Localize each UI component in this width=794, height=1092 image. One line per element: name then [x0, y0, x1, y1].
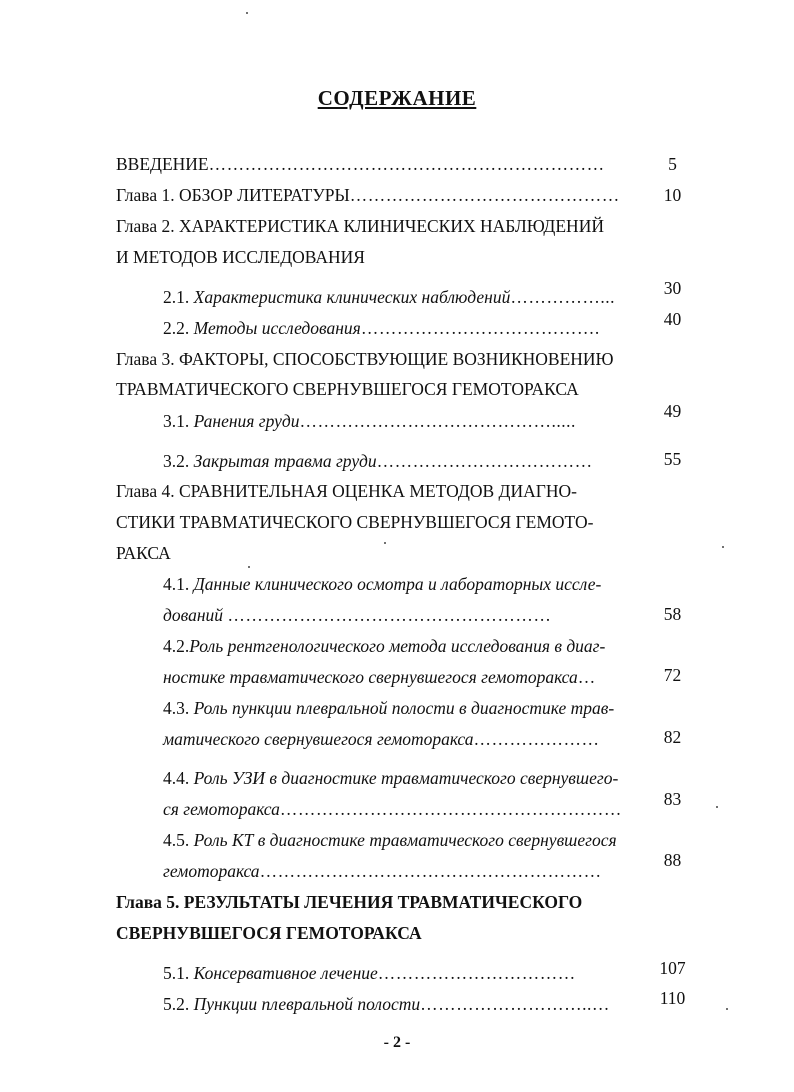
leader-dots: …………………………………….....: [299, 411, 576, 431]
leader-dots: …: [577, 667, 596, 687]
leader-dots: ……………...: [510, 287, 615, 307]
section-number: 2.2.: [163, 318, 190, 338]
leader-dots: …………………: [473, 729, 600, 749]
section-number: 5.1.: [163, 963, 190, 983]
leader-dots: ………………………………………………: [227, 605, 552, 625]
leader-dots: …………………………………………………………: [208, 154, 605, 174]
leader-dots: ………………………………………: [349, 185, 620, 205]
leader-dots: …………………………………………………: [279, 799, 622, 819]
entry-text: Данные клинического осмотра и лабораторных иссле-: [193, 574, 602, 594]
toc-entry-4-2-line1: [163, 635, 605, 657]
entry-text: Консервативное лечение: [193, 963, 378, 983]
toc-chapter-3-line2: ТРАВМАТИЧЕСКОГО СВЕРНУВШЕГОСЯ ГЕМОТОРАКСА: [116, 379, 579, 399]
section-number: 5.2.: [163, 994, 190, 1014]
section-number: 4.2.: [163, 636, 190, 656]
entry-text: Пункции плевральной полости: [193, 994, 421, 1014]
entry-text: Роль КТ в диагностике травматического свернувшегося: [193, 830, 617, 850]
leader-dots: ………………………..…: [420, 994, 610, 1014]
toc-entry-3-1: [163, 410, 576, 432]
page-ref: 72: [663, 665, 682, 685]
page-ref: 58: [663, 604, 682, 624]
toc-chapter-4-line2: СТИКИ ТРАВМАТИЧЕСКОГО СВЕРНУВШЕГОСЯ ГЕМОТО-: [116, 512, 594, 532]
section-number: 4.3.: [163, 698, 190, 718]
toc-entry-4-5-line2: [163, 860, 602, 882]
entry-text: ностике травматического свернувшегося гемоторакса: [163, 667, 578, 687]
scan-speck: [726, 1008, 728, 1010]
section-number: 3.2.: [163, 451, 190, 471]
toc-entry-2-2: [163, 317, 600, 339]
toc-entry-5-1: [163, 962, 576, 984]
toc-entry-intro: [116, 153, 605, 175]
entry-text: Глава 1. ОБЗОР ЛИТЕРАТУРЫ: [116, 185, 350, 205]
entry-text: Характеристика клинических наблюдений: [193, 287, 511, 307]
page-ref: 83: [663, 789, 682, 809]
toc-entry-2-1: [163, 286, 615, 308]
scan-speck: [248, 566, 250, 568]
toc-entry-4-3-line1: [163, 697, 614, 719]
leader-dots: ………………………………: [376, 451, 593, 471]
entry-text: Методы исследования: [193, 318, 361, 338]
toc-chapter-5-line1: Глава 5. РЕЗУЛЬТАТЫ ЛЕЧЕНИЯ ТРАВМАТИЧЕСКОГО: [116, 892, 583, 912]
scan-speck: [246, 12, 248, 14]
section-number: 2.1.: [163, 287, 190, 307]
page-ref: 5: [668, 154, 677, 174]
toc-entry-ch1: [116, 184, 620, 206]
toc-chapter-2-line1: Глава 2. ХАРАКТЕРИСТИКА КЛИНИЧЕСКИХ НАБЛЮДЕНИЙ: [116, 216, 604, 236]
page-ref: 82: [663, 727, 682, 747]
section-number: 4.1.: [163, 574, 190, 594]
page-ref: 40: [663, 309, 682, 329]
leader-dots: ……………………………: [377, 963, 576, 983]
page-ref: 10: [663, 185, 682, 205]
entry-text: ся гемоторакса: [163, 799, 280, 819]
entry-text: Закрытая травма груди: [193, 451, 377, 471]
section-number: 4.4.: [163, 768, 190, 788]
toc-chapter-5-line2: СВЕРНУВШЕГОСЯ ГЕМОТОРАКСА: [116, 923, 422, 943]
entry-text: дований: [163, 605, 224, 625]
page-ref: 55: [663, 449, 682, 469]
page-ref: 30: [663, 278, 682, 298]
scan-speck: [722, 546, 724, 548]
toc-entry-4-1-line1: [163, 573, 601, 595]
page-title: СОДЕРЖАНИЕ: [317, 86, 477, 110]
toc-chapter-4-line3: РАКСА: [116, 543, 171, 563]
toc-entry-3-2: [163, 450, 593, 472]
entry-text: Ранения груди: [193, 411, 300, 431]
page-ref: 49: [663, 401, 682, 421]
toc-entry-4-3-line2: [163, 728, 600, 750]
toc-entry-4-4-line2: [163, 798, 622, 820]
entry-text: Роль рентгенологического метода исследования в диаг-: [189, 636, 606, 656]
toc-entry-4-1-line2: [163, 604, 551, 626]
page-ref: 110: [659, 988, 686, 1008]
toc-entry-4-4-line1: [163, 767, 618, 789]
page-number: - 2 -: [383, 1034, 411, 1051]
section-number: 3.1.: [163, 411, 190, 431]
leader-dots: …………………………………………………: [259, 861, 602, 881]
page-ref: 88: [663, 850, 682, 870]
toc-chapter-4-line1: Глава 4. СРАВНИТЕЛЬНАЯ ОЦЕНКА МЕТОДОВ ДИАГНО-: [116, 481, 577, 501]
entry-text: гемоторакса: [163, 861, 260, 881]
entry-text: ВВЕДЕНИЕ: [116, 154, 209, 174]
toc-entry-5-2: [163, 993, 610, 1015]
toc-chapter-3-line1: Глава 3. ФАКТОРЫ, СПОСОБСТВУЮЩИЕ ВОЗНИКНОВЕНИЮ: [116, 349, 614, 369]
entry-text: Роль пункции плевральной полости в диагностике трав-: [193, 698, 615, 718]
section-number: 4.5.: [163, 830, 190, 850]
scan-speck: [384, 542, 386, 544]
toc-entry-4-2-line2: [163, 666, 596, 688]
entry-text: матического свернувшегося гемоторакса: [163, 729, 474, 749]
entry-text: Роль УЗИ в диагностике травматического свернувшего-: [193, 768, 619, 788]
toc-entry-4-5-line1: [163, 829, 617, 851]
scan-speck: [716, 806, 718, 808]
page-ref: 107: [659, 958, 686, 978]
leader-dots: ………………………………….: [360, 318, 600, 338]
toc-chapter-2-line2: И МЕТОДОВ ИССЛЕДОВАНИЯ: [116, 247, 365, 267]
